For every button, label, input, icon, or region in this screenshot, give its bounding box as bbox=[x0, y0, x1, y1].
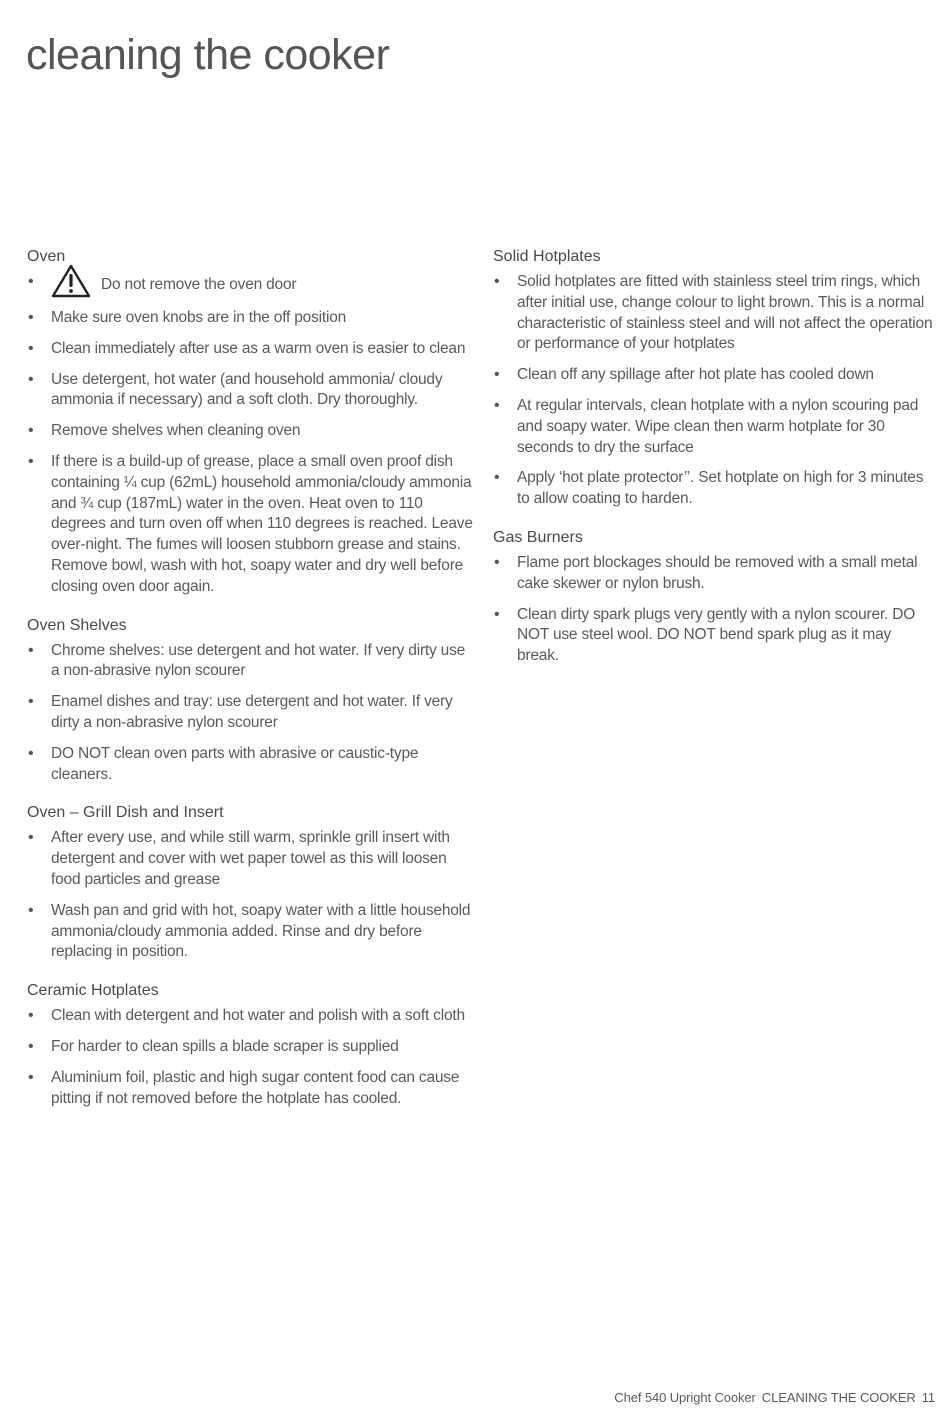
bullet-icon: • bbox=[28, 829, 34, 847]
list-item-text: Enamel dishes and tray: use detergent and hot water. If very dirty a non-abrasive nylon scourer bbox=[51, 693, 453, 731]
bullet-icon: • bbox=[28, 339, 34, 357]
list-item-text: Aluminium foil, plastic and high sugar content food can cause pitting if not removed before the hotplate has cooled. bbox=[51, 1068, 460, 1107]
section-oven bbox=[27, 246, 475, 598]
list-item bbox=[27, 452, 475, 598]
list-item-text: Wash pan and grid with hot, soapy water with a little household ammonia/cloudy ammonia added. Rinse and dry before replacing in position. bbox=[51, 901, 471, 961]
list-item-text: At regular intervals, clean hotplate with a nylon scouring pad and soapy water. Wipe clean then warm hotplate for 30 seconds to dry the surface bbox=[517, 396, 919, 456]
list-item bbox=[27, 370, 475, 412]
section-gas-burners bbox=[493, 527, 933, 667]
oven-list bbox=[27, 272, 475, 598]
list-item bbox=[493, 605, 933, 667]
bullet-icon: • bbox=[494, 469, 500, 487]
oven-shelves-list bbox=[27, 641, 475, 786]
page-footer bbox=[614, 1390, 935, 1405]
list-item-text: Do not remove the oven door bbox=[101, 275, 297, 293]
grill-list bbox=[27, 828, 475, 963]
list-item-text: Make sure oven knobs are in the off position bbox=[51, 309, 347, 326]
list-item-text: Remove shelves when cleaning oven bbox=[51, 422, 301, 440]
page-number: 11 bbox=[921, 1390, 935, 1405]
bullet-icon: • bbox=[494, 366, 500, 384]
list-item bbox=[27, 901, 475, 963]
right-column bbox=[493, 246, 933, 684]
bullet-icon: • bbox=[28, 273, 34, 290]
list-item-text: Clean off any spillage after hot plate has cooled down bbox=[517, 366, 874, 384]
bullet-icon: • bbox=[28, 1068, 34, 1086]
list-item-text: If there is a build-up of grease, place a small oven proof dish containing ¼ cup (62mL) household ammonia/cloudy ammonia and ¾ cup (187mL) water in the oven. Heat oven to 110 degrees and turn oven off when 110 degrees is reached. Leave over-night. The fumes will loosen stubborn grease and stains. Remove bowl, wash with hot, soapy water and dry well before closing oven door again. bbox=[51, 452, 473, 595]
section-heading-grill: Oven – Grill Dish and Insert bbox=[27, 804, 224, 822]
bullet-icon: • bbox=[28, 641, 34, 659]
bullet-icon: • bbox=[28, 422, 34, 440]
list-item-text: Clean dirty spark plugs very gently with a nylon scourer. DO NOT use steel wool. DO NOT bend spark plug as it may break. bbox=[517, 605, 916, 665]
bullet-icon: • bbox=[494, 553, 500, 571]
list-item bbox=[493, 272, 933, 355]
section-heading-solid-hotplates: Solid Hotplates bbox=[493, 248, 601, 265]
list-item bbox=[27, 1068, 475, 1110]
bullet-icon: • bbox=[28, 1007, 34, 1025]
solid-hotplates-list bbox=[493, 272, 933, 510]
bullet-icon: • bbox=[28, 901, 34, 919]
list-item bbox=[27, 1037, 475, 1058]
list-item bbox=[27, 421, 475, 442]
section-heading-oven: Oven bbox=[27, 248, 66, 265]
section-heading-oven-shelves: Oven Shelves bbox=[27, 616, 127, 634]
list-item bbox=[27, 641, 475, 683]
list-item bbox=[493, 396, 933, 458]
bullet-icon: • bbox=[494, 605, 500, 623]
list-item bbox=[27, 692, 475, 734]
list-item-text: DO NOT clean oven parts with abrasive or caustic-type cleaners. bbox=[51, 744, 419, 783]
bullet-icon: • bbox=[28, 693, 34, 711]
list-item-text: Solid hotplates are fitted with stainless steel trim rings, which after initial use, change colour to light brown. This is a normal characteristic of stainless steel and will not affect the operation or performance of your hotplates bbox=[517, 273, 933, 353]
list-item-text: After every use, and while still warm, sprinkle grill insert with detergent and cover with wet paper towel as this will loosen food particles and grease bbox=[51, 829, 450, 888]
bullet-icon: • bbox=[494, 273, 500, 290]
section-heading-gas-burners: Gas Burners bbox=[493, 528, 583, 546]
list-item-text: Chrome shelves: use detergent and hot water. If very dirty use a non-abrasive nylon scourer bbox=[51, 641, 466, 680]
bullet-icon: • bbox=[28, 309, 34, 326]
section-oven-shelves bbox=[27, 615, 475, 786]
left-column bbox=[27, 246, 475, 1126]
bullet-icon: • bbox=[28, 452, 34, 470]
list-item bbox=[27, 828, 475, 890]
list-item bbox=[493, 365, 933, 386]
list-item-text: Flame port blockages should be removed with a small metal cake skewer or nylon brush. bbox=[517, 553, 918, 592]
section-heading-ceramic-hotplates: Ceramic Hotplates bbox=[27, 982, 159, 1000]
list-item bbox=[493, 553, 933, 595]
section-solid-hotplates bbox=[493, 246, 933, 510]
list-item bbox=[27, 308, 475, 329]
bullet-icon: • bbox=[28, 744, 34, 762]
warning-triangle-icon bbox=[51, 264, 91, 298]
list-item bbox=[27, 339, 475, 360]
list-item bbox=[27, 272, 475, 298]
footer-product: Chef 540 Upright Cooker bbox=[614, 1390, 756, 1405]
list-item-text: Clean immediately after use as a warm oven is easier to clean bbox=[51, 339, 466, 357]
bullet-icon: • bbox=[28, 370, 34, 388]
list-item bbox=[493, 468, 933, 510]
list-item-text: For harder to clean spills a blade scraper is supplied bbox=[51, 1037, 399, 1055]
page-title: cleaning the cooker bbox=[26, 31, 390, 79]
list-item bbox=[27, 1006, 475, 1027]
footer-section: CLEANING THE COOKER bbox=[761, 1390, 916, 1405]
list-item-text: Use detergent, hot water (and household ammonia/ cloudy ammonia if necessary) and a soft cloth. Dry thoroughly. bbox=[51, 370, 443, 409]
bullet-icon: • bbox=[494, 396, 500, 414]
bullet-icon: • bbox=[28, 1037, 34, 1055]
section-ceramic-hotplates bbox=[27, 980, 475, 1109]
ceramic-list bbox=[27, 1006, 475, 1109]
list-item-text: Clean with detergent and hot water and polish with a soft cloth bbox=[51, 1007, 465, 1025]
gas-burners-list bbox=[493, 553, 933, 667]
section-grill bbox=[27, 802, 475, 963]
list-item bbox=[27, 744, 475, 786]
list-item-text: Apply ‘hot plate protector’’. Set hotplate on high for 3 minutes to allow coating to harden. bbox=[517, 469, 924, 508]
